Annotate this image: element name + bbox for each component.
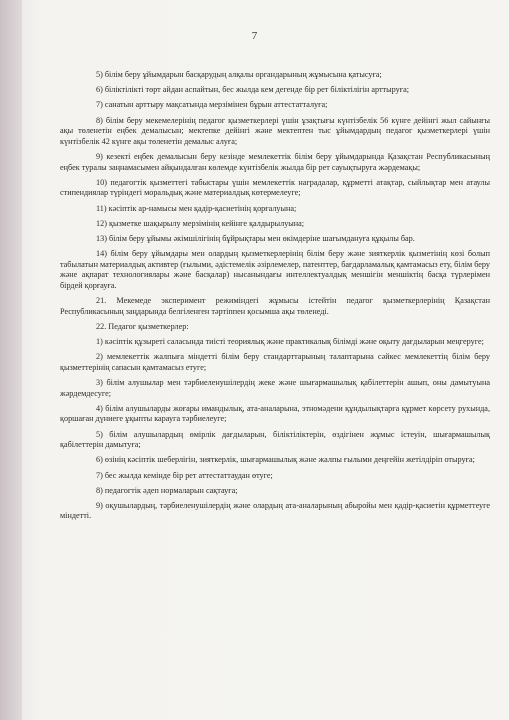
paragraph: 7) бес жылда кемінде бір рет аттестаттаудан өтуге; (96, 470, 273, 480)
paragraph: 14) білім беру ұйымдары мен олардың қызметкерлерінің білім беру және зияткерлік қызметінің көзі болып табылатын материалдық активтер (ғылыми, әдістемелік әзірлемелер, патенттер, бағдарламалық қамтамасыз ету, білім беру және ақпарат технологиялары және басқалар) нысанындағы интеллектуалдық меншігін меншіктің басқа түрлерімен бірдей қорғауға. (60, 249, 490, 290)
page-number: 7 (251, 30, 258, 42)
paragraph: 9) оқушылардың, тәрбиеленушілердің және олардың ата-аналарының абыройы мен қадір-қасиетін құрметтеуге міндетті. (60, 500, 490, 521)
document-body (60, 70, 490, 527)
paragraph: 5) білім алушылардың өмірлік дағдыларын, біліктіліктерін, өздігінен жұмыс істеуін, шығармашылық қабілеттерін дамытуға; (60, 429, 490, 450)
paragraph: 8) білім беру мекемелерінің педагог қызметкерлері үшін ұзақтығы күнтізбелік 56 күнге дейінгі жыл сайынғы ақы төленетін еңбек демалысын; мектепке дейінгі және мектептен тыс ұйымдардың педагог қызметкерлері үшін күнтізбелік 42 күнге ақы төленетін демалыс алуға; (60, 115, 490, 146)
paragraph: 4) білім алушыларды жоғары имандылық, ата-аналарына, этномәдени құндылықтарға құрмет көрсету рухында, қоршаған дүниеге ұқыпты карауга тәрбиелеуге; (60, 403, 490, 424)
paragraph: 1) кәсіптік құзыреті саласында тиісті теориялық және практикалық білімді және оқыту дағдыларын меңгеруге; (96, 337, 484, 346)
paragraph: 7) санатын арттыру мақсатында мерзімінен бұрын аттестатталуға; (96, 100, 328, 110)
paragraph: 13) білім беру ұйымы әкімшілігінің бұйрықтары мен өкімдеріне шағымдануға құқылы бар. (96, 233, 415, 243)
paragraph: 6) біліктілікті төрт айдан аспайтын, бес жылда кем дегенде бір рет біліктілігін арттыруға; (96, 85, 409, 95)
paragraph: 12) қызметке шақырылу мерзімінің кейінге қалдырылуына; (96, 218, 305, 228)
paragraph: 10) педагогтік қызметтегі табыстары үшін мемлекеттік наградалар, құрметті атақтар, сыйлықтар мен атаулы стипендиялар түріндегі моральдық және материалдық көтермелеуге; (60, 177, 490, 198)
paragraph: 21. Мекемеде эксперимент режиміндегі жұмысы істейтін педагог қызметкерлерінің Қазақстан Республикасының заңдарында белгіленген тәртіппен қосымша ақы төленеді. (60, 296, 490, 316)
paragraph: 2) мемлекеттік жалпыға міндетті білім беру стандарттарының талаптарына сәйкес мемлекеттің білім беру қызметтерінің сапасын қамтамасыз етуге; (60, 352, 490, 372)
paragraph: 11) кәсіптік ар-намысы мен қадір-қасиетінің қорғалуына; (96, 203, 297, 213)
paragraph: 8) педагогтік әдеп нормаларын сақтауға; (96, 485, 238, 495)
paragraph: 3) білім алушылар мен тәрбиеленушілердің жеке және шығармашылық қабілеттерін ашып, оны дамытуына жәрдемдесуге; (60, 377, 490, 398)
paragraph: 5) білім беру ұйымдарын басқарудың алқалы органдарының жұмысына қатысуға; (96, 70, 382, 79)
paragraph: 6) өзінің кәсіптік шеберлігін, зияткерлік, шығармашылық және жалпы ғылыми деңгейін жетілдіріп отыруға; (96, 455, 475, 465)
previous-page-bleed (0, 0, 22, 720)
paragraph: 9) кезекті еңбек демалысын беру кезінде мемлекеттік білім беру ұйымдарында Қазақстан Республикасының еңбек туралы заңнамасымен айқындалған көлемде күнтізбелік жылда бір рет сауықтыруға жәрдемақы; (60, 151, 490, 172)
paragraph: 22. Педагог қызметкерлер: (96, 321, 189, 331)
